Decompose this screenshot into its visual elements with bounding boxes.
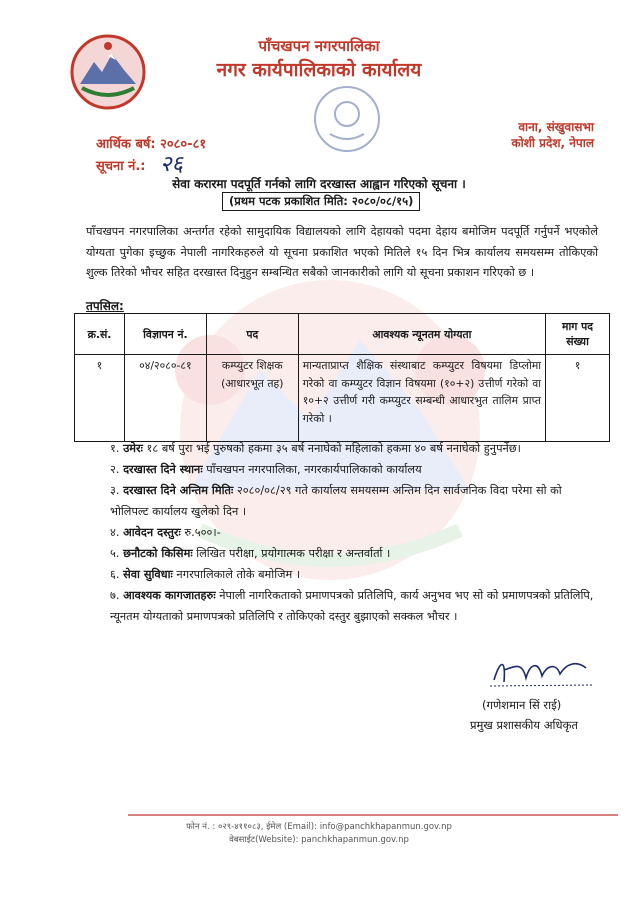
cell-qualification: मान्यताप्राप्त शैक्षिक संस्थाबाट कम्प्युटर विषयमा डिप्लोमा गरेको वा कम्प्युटर विज्ञान विषयमा (१०+२) उत्तीर्ण गरेको वा १०+२ उत्तीर्ण गरी कम्प्युटर सम्बन्धी आधारभुत तालिम प्राप्त गरेको ।: [298, 355, 545, 442]
handwritten-signature: [486, 652, 596, 690]
cell-serial: १: [75, 355, 125, 442]
office-seal: [312, 84, 382, 154]
signatory-name: (गणेशमान सिं राई): [482, 698, 562, 712]
notice-body: पाँचखपन नगरपालिका अन्तर्गत रहेको सामुदायिक विद्यालयको लागि देहायको पदमा देहाय बमोजिम पदपूर्ति गर्नुपर्ने भएकोले योग्यता पुगेका इच्छुक नेपाली नागरिकहरुले यो सूचना प्रकाशित भएको मितिले १५ दिन भित्र कार्यालय समयसम्म तोकिएको शुल्क तिरेको भौचर सहित दरखास्त दिनुहुन सम्बन्धित सबैको जानकारीको लागि यो सूचना प्रकाशन गरिएको छ ।: [86, 225, 598, 279]
header-post: पद: [206, 314, 298, 355]
cell-post-count: १: [546, 355, 610, 442]
footer-divider: [128, 814, 618, 816]
list-item: ६. सेवा सुविधाः नगरपालिकाले तोके बमोजिम ।: [110, 568, 301, 581]
list-item: ५. छनौटको किसिमः लिखित परीक्षा, प्रयोगात्मक परीक्षा र अन्तर्वार्ता ।: [110, 547, 391, 560]
table-header-row: [75, 314, 610, 355]
vacancy-table: [74, 313, 610, 442]
cell-post: कम्प्युटर शिक्षक (आधारभूत तह): [206, 355, 298, 442]
office-name: नगर कार्यपालिकाको कार्यालय: [216, 59, 422, 81]
municipality-name: पाँचखपन नगरपालिका: [258, 37, 380, 55]
list-item: ७. आवश्यक कागजातहरुः नेपाली नागरिकताको प्रमाणपत्रको प्रतिलिपि, कार्य अनुभव भए सो को प्रमाणपत्रको प्रतिलिपि, न्यूनतम योग्यताको प्रमाणपत्रको प्रतिलिपि र तोकिएको दस्तुर बुझाएको सक्कल भौचर ।: [110, 589, 594, 623]
list-item: १. उमेरः १८ बर्ष पुरा भई पुरुषको हकमा ३५ बर्ष ननाघेको महिलाको हकमा ४० बर्ष ननाघेको हुनुपर्नेछ।: [110, 442, 521, 455]
list-item: ४. आवेदन दस्तुरः रु.५००।-: [110, 526, 221, 539]
cell-ad-number: ०४/२०८०-८१: [124, 355, 206, 442]
notice-title: सेवा करारमा पदपूर्ति गर्नको लागि दरखास्त आह्वान गरिएको सूचना ।: [172, 177, 466, 191]
header-serial: क्र.सं.: [75, 314, 125, 355]
signatory-title: प्रमुख प्रशासकीय अधिकृत: [470, 718, 578, 732]
header-qualification: आवश्यक न्यूनतम योग्यता: [298, 314, 545, 355]
schedule-label: तपसिल:: [86, 299, 124, 313]
table-row: [75, 355, 610, 442]
office-province: कोशी प्रदेश, नेपाल: [511, 136, 594, 150]
notice-number-label: सूचना नं.:: [96, 159, 146, 174]
header-ad-number: विज्ञापन नं.: [124, 314, 206, 355]
publish-date: (प्रथम पटक प्रकाशित मिति: २०८०/०८/१५): [222, 192, 420, 211]
notice-number-value: २६: [160, 152, 183, 177]
header-post-count: माग पद संख्या: [546, 314, 610, 355]
conditions-list: [110, 438, 600, 627]
footer-contact: फोन नं. : ०२९-४११०८३, ईमेल (Email): info@panchkhapanmun.gov.np: [186, 822, 452, 832]
footer-website: वेबसाईट(Website): panchkhapanmun.gov.np: [229, 835, 409, 845]
list-item: ३. दरखास्त दिने अन्तिम मितिः २०८०/०८/२९ गते कार्यालय समयसम्म अन्तिम दिन सार्वजनिक विदा परेमा सो को भोलिपल्ट कार्यालय खुलेको दिन ।: [110, 484, 562, 518]
fiscal-year: आर्थिक बर्ष: २०८०-८१: [96, 137, 207, 152]
office-location: वाना, संखुवासभा: [518, 120, 594, 134]
list-item: २. दरखास्त दिने स्थानः पाँचखपन नगरपालिका, नगरकार्यपालिकाको कार्यालय: [110, 463, 422, 476]
